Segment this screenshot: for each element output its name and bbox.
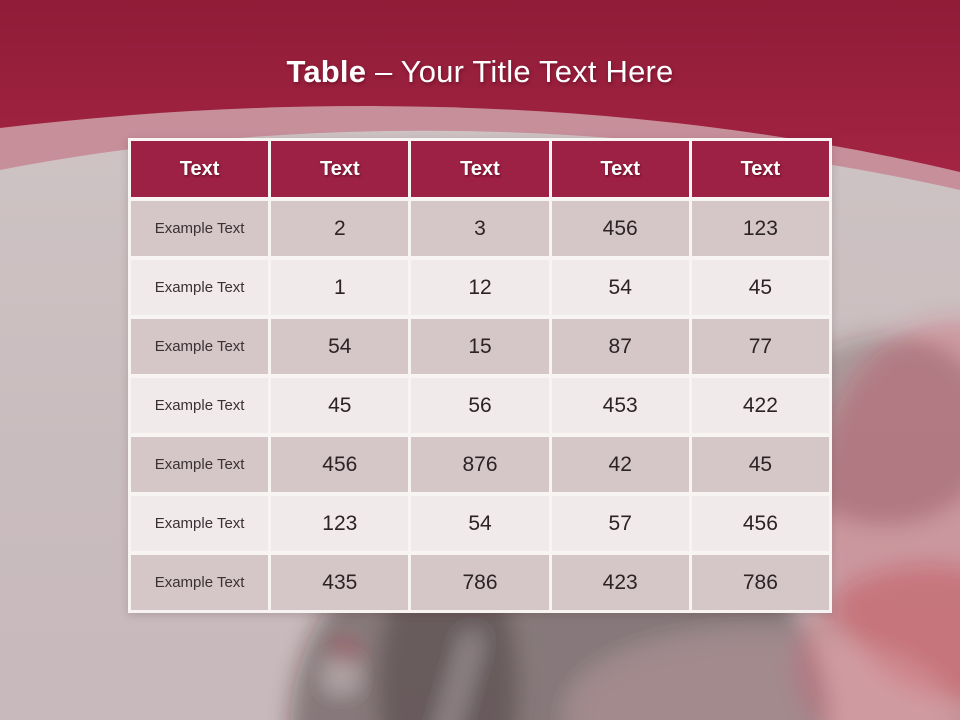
table-cell: 12 (411, 260, 548, 315)
table-cell: 123 (271, 496, 408, 551)
table-cell: 15 (411, 319, 548, 374)
table-cell: 456 (692, 496, 829, 551)
table-cell: 57 (552, 496, 689, 551)
row-label-cell: Example Text (131, 201, 268, 256)
table-cell: 3 (411, 201, 548, 256)
table-cell: 56 (411, 378, 548, 433)
row-label-cell: Example Text (131, 496, 268, 551)
table-cell: 123 (692, 201, 829, 256)
row-label-cell: Example Text (131, 378, 268, 433)
table-header-cell: Text (271, 141, 408, 197)
row-label-cell: Example Text (131, 555, 268, 610)
table-header-cell: Text (552, 141, 689, 197)
table-header-cell: Text (411, 141, 548, 197)
table-cell: 54 (271, 319, 408, 374)
table-cell: 456 (552, 201, 689, 256)
table-cell: 453 (552, 378, 689, 433)
slide-title (0, 54, 960, 90)
table-cell: 1 (271, 260, 408, 315)
table-cell: 45 (692, 260, 829, 315)
row-label-cell: Example Text (131, 260, 268, 315)
row-label-cell: Example Text (131, 437, 268, 492)
table-cell: 422 (692, 378, 829, 433)
table-cell: 45 (692, 437, 829, 492)
slide-title-rest: – Your Title Text Here (366, 54, 674, 89)
table-cell: 54 (552, 260, 689, 315)
table-cell: 456 (271, 437, 408, 492)
row-label-cell: Example Text (131, 319, 268, 374)
table-cell: 786 (411, 555, 548, 610)
table-cell: 45 (271, 378, 408, 433)
table-cell: 423 (552, 555, 689, 610)
table-cell: 77 (692, 319, 829, 374)
table-cell: 435 (271, 555, 408, 610)
slide-title-keyword: Table (286, 54, 367, 89)
data-table (128, 138, 832, 613)
table-cell: 2 (271, 201, 408, 256)
table-cell: 87 (552, 319, 689, 374)
table-cell: 786 (692, 555, 829, 610)
table-cell: 54 (411, 496, 548, 551)
table-cell: 42 (552, 437, 689, 492)
table-header-cell: Text (131, 141, 268, 197)
table-header-cell: Text (692, 141, 829, 197)
table-cell: 876 (411, 437, 548, 492)
